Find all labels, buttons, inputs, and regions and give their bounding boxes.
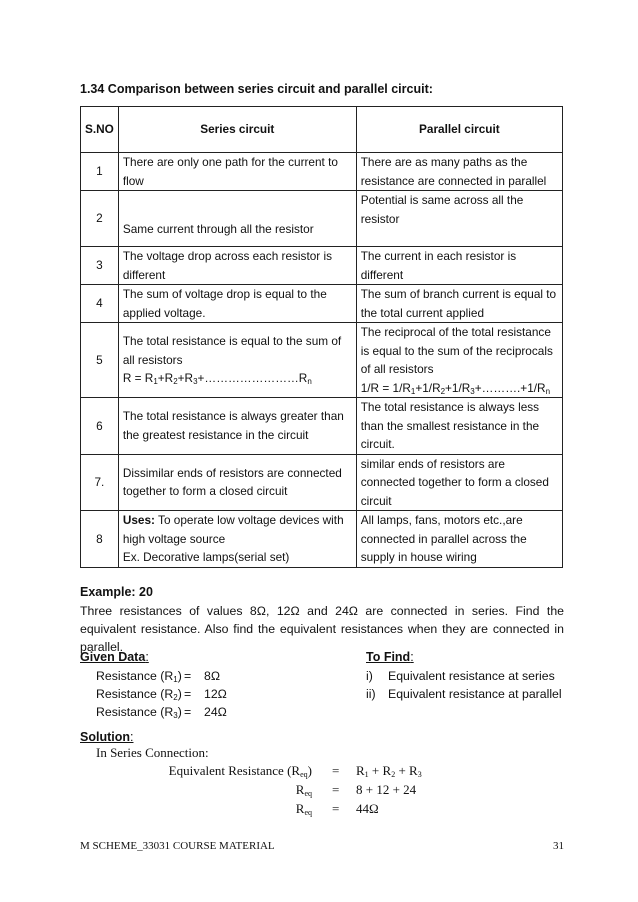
given-colon: : (145, 650, 149, 664)
cell-line: the total current applied (360, 305, 485, 320)
header-parallel: Parallel circuit (356, 107, 562, 153)
section-heading: 1.34 Comparison between series circuit and parallel circuit: (80, 82, 433, 96)
table-row (81, 454, 563, 511)
cell-line: resistor (360, 211, 400, 226)
row-parallel (356, 511, 562, 568)
cell-line: the greatest resistance in the circuit (122, 427, 309, 442)
cell-line: The sum of voltage drop is equal to the (122, 287, 327, 301)
cell-line: The total resistance is always less (360, 400, 540, 414)
find-num: ii) (366, 687, 376, 701)
table-row (81, 285, 563, 323)
row-parallel (356, 323, 562, 398)
equation-sign: = (332, 782, 340, 797)
equation-rhs: 44Ω (356, 801, 379, 816)
cell-line: similar ends of resistors are (360, 456, 505, 471)
given-value: 24Ω (204, 705, 227, 719)
given-label: Resistance $(R_3)$ (96, 705, 182, 720)
cell-line: different (360, 267, 404, 282)
equation-row (0, 781, 638, 799)
comparison-table (80, 106, 563, 568)
cell-line: flow (122, 173, 144, 188)
to-find-heading (366, 650, 414, 664)
list-item (366, 667, 562, 685)
given-data-list (96, 667, 227, 721)
cell-line: applied voltage. (122, 305, 206, 320)
given-title: Given Data (80, 650, 146, 664)
equation-lhs: $R_{eq}$ (295, 801, 312, 817)
solution-colon: : (130, 730, 134, 744)
header-series: Series circuit (118, 107, 356, 153)
list-item (96, 667, 227, 685)
page-number: 31 (553, 840, 564, 852)
example-text: Three resistances of values 8Ω, 12Ω and 24Ω are connected in series. Find the equivalent resistance. Also find the equivalent resistances when they are connected in parallel. (80, 604, 564, 654)
solution-heading (80, 730, 133, 744)
cell-line: together to form a closed circuit (122, 484, 288, 499)
cell-line: Dissimilar ends of resistors are connected (122, 465, 342, 480)
solution-subtitle: In Series Connection: (96, 745, 209, 760)
row-parallel (356, 285, 562, 323)
example-title: Example: 20 (80, 585, 153, 599)
row-series (118, 398, 356, 455)
row-parallel (356, 247, 562, 285)
given-eq: = (184, 705, 192, 719)
equation-sign: = (332, 763, 340, 778)
to-find-list (366, 667, 562, 703)
cell-line: The total resistance is always greater than (122, 409, 344, 424)
row-parallel (356, 191, 562, 247)
given-value: 12Ω (204, 687, 227, 701)
list-item (96, 703, 227, 721)
find-num: i) (366, 669, 373, 683)
cell-line: resistance are connected in parallel (360, 173, 547, 188)
given-data-heading (80, 650, 149, 664)
cell-line: connected together to form a closed (360, 475, 549, 489)
equation-row (0, 800, 638, 818)
cell-line: circuit. (360, 437, 395, 451)
row-series (118, 191, 356, 247)
cell-line: is equal to the sum of the reciprocals (360, 343, 553, 358)
table-row (81, 323, 563, 398)
equation-rhs: 8 + 12 + 24 (356, 782, 417, 797)
series-formula: $R = R_1+R_2+R_3+\dots\dots\dots\dots\dots\dots\dots\dots R_n$ (122, 371, 312, 387)
cell-line: than the smallest resistance in the (360, 418, 540, 433)
table-header-row (81, 107, 563, 153)
row-series (118, 323, 356, 398)
list-item (96, 685, 227, 703)
table-row (81, 153, 563, 191)
cell-line: Same current through all the resistor (122, 221, 314, 236)
row-series (118, 511, 356, 568)
row-parallel (356, 153, 562, 191)
given-value: 8Ω (204, 669, 221, 683)
cell-line: The sum of branch current is equal to (360, 287, 557, 301)
header-sno: S.NO (81, 107, 119, 153)
cell-line: All lamps, fans, motors etc.,are (360, 513, 523, 527)
cell-line: Ex. Decorative lamps(serial set) (122, 550, 290, 564)
solution-title: Solution (80, 730, 130, 744)
table-row (81, 191, 563, 247)
equation-row (0, 762, 638, 780)
cell-line: circuit (360, 493, 392, 508)
cell-line: connected in parallel across the (360, 531, 527, 546)
table-row (81, 511, 563, 568)
uses-label: Uses: (122, 513, 155, 527)
equation-lhs: $R_{eq}$ (295, 782, 312, 798)
row-sno: 2 (81, 191, 119, 247)
row-sno: 3 (81, 247, 119, 285)
cell-line: There are only one path for the current to (122, 155, 338, 169)
cell-line: The total resistance is equal to the sum of (122, 334, 342, 349)
cell-line: all resistors (122, 352, 183, 367)
cell-line: The reciprocal of the total resistance (360, 325, 551, 339)
find-title: To Find (366, 650, 411, 664)
find-text: Equivalent resistance at parallel (388, 687, 562, 701)
row-sno: 8 (81, 511, 119, 568)
table-row (81, 398, 563, 455)
given-eq: = (184, 687, 192, 701)
find-text: Equivalent resistance at series (388, 669, 555, 683)
given-label: Resistance $(R_2)$ (96, 687, 182, 702)
equation-lhs: Equivalent Resistance $(R_{eq})$ (168, 763, 312, 779)
given-eq: = (184, 669, 192, 683)
row-sno: 7. (81, 454, 119, 511)
cell-line: The current in each resistor is (360, 249, 517, 263)
uses-text: To operate low voltage devices with (154, 513, 344, 527)
cell-line: high voltage source (122, 531, 226, 546)
equation-sign: = (332, 801, 340, 816)
footer-course: M SCHEME_33031 COURSE MATERIAL (80, 840, 275, 852)
row-sno: 1 (81, 153, 119, 191)
row-parallel (356, 454, 562, 511)
cell-line: different (122, 267, 166, 282)
given-label: Resistance $(R_1)$ (96, 669, 182, 684)
row-series (118, 153, 356, 191)
row-series (118, 285, 356, 323)
equation-rhs: $R_1 + R_2 + R_3$ (356, 763, 422, 779)
row-sno: 6 (81, 398, 119, 455)
row-series (118, 454, 356, 511)
cell-line: of all resistors (360, 362, 434, 376)
row-parallel (356, 398, 562, 455)
find-colon: : (410, 650, 414, 664)
list-item (366, 685, 562, 703)
row-series (118, 247, 356, 285)
cell-line: supply in house wiring (360, 550, 477, 564)
cell-line: Potential is same across all the (360, 193, 524, 207)
table-row (81, 247, 563, 285)
cell-line: The voltage drop across each resistor is (122, 249, 333, 263)
cell-line (123, 511, 352, 530)
row-sno: 5 (81, 323, 119, 398)
parallel-formula: $1/R = 1/R_1+1/R_2+1/R_3+\dots\dots\dots.+1/R_n$ (360, 380, 551, 396)
row-sno: 4 (81, 285, 119, 323)
cell-line: There are as many paths as the (360, 155, 528, 169)
